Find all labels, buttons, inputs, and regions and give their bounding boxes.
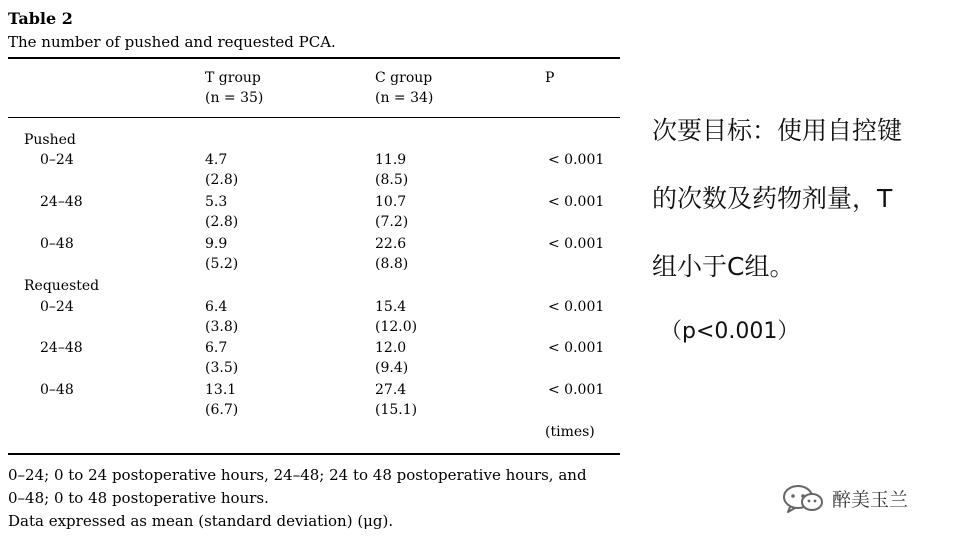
annotation-line-2: 的次数及药物剂量，T [652,184,893,213]
wechat-icon [782,484,824,514]
c-sd: (7.2) [375,214,409,230]
watermark-text: 醉美玉兰 [832,489,909,511]
footnote: 0–48; 0 to 48 postoperative hours. [8,489,269,507]
c-sd: (15.1) [375,402,418,418]
t-mean: 4.7 [205,152,228,168]
t-mean: 6.7 [205,340,228,356]
section-label-requested: Requested [24,278,100,294]
c-mean: 15.4 [375,299,407,315]
c-mean: 22.6 [375,236,407,252]
p-value: < 0.001 [548,299,605,315]
t-sd: (6.7) [205,402,239,418]
t-mean: 9.9 [205,236,228,252]
c-mean: 27.4 [375,382,407,398]
annotation-line-1: 次要目标：使用自控键 [652,116,903,145]
t-sd: (3.5) [205,360,239,376]
t-sd: (3.8) [205,319,239,335]
t-mean: 5.3 [205,194,228,210]
unit-label: (times) [545,424,595,440]
section-label-pushed: Pushed [24,132,76,148]
t-sd: (5.2) [205,256,239,272]
t-mean: 6.4 [205,299,228,315]
c-mean: 12.0 [375,340,407,356]
header-c-n: (n = 34) [375,90,434,106]
p-value: < 0.001 [548,340,605,356]
table-title: Table 2 [8,9,73,28]
top-rule [8,57,620,59]
row-period: 24–48 [40,340,83,356]
row-period: 0–48 [40,382,74,398]
footnote: 0–24; 0 to 24 postoperative hours, 24–48; 24 to 48 postoperative hours, and [8,466,587,484]
p-value: < 0.001 [548,194,605,210]
c-sd: (12.0) [375,319,418,335]
t-mean: 13.1 [205,382,237,398]
t-sd: (2.8) [205,172,239,188]
c-sd: (9.4) [375,360,409,376]
row-period: 0–48 [40,236,74,252]
annotation-line-3: 组小于C组。 [652,252,795,281]
p-value: < 0.001 [548,382,605,398]
row-period: 0–24 [40,299,74,315]
annotation-line-4: （p<0.001） [660,319,800,344]
p-value: < 0.001 [548,236,605,252]
c-sd: (8.5) [375,172,409,188]
header-c-name: C group [375,70,433,86]
header-t-n: (n = 35) [205,90,264,106]
t-sd: (2.8) [205,214,239,230]
p-value: < 0.001 [548,152,605,168]
header-rule [8,117,620,118]
c-mean: 10.7 [375,194,407,210]
table-subtitle: The number of pushed and requested PCA. [8,33,336,51]
header-t-group [205,68,263,108]
c-mean: 11.9 [375,152,407,168]
footnote: Data expressed as mean (standard deviation) (μg). [8,512,394,530]
header-t-name: T group [205,70,261,86]
bottom-rule [8,453,620,455]
row-period: 0–24 [40,152,74,168]
c-sd: (8.8) [375,256,409,272]
header-p: P [545,70,555,86]
header-c-group [375,68,433,108]
row-period: 24–48 [40,194,83,210]
